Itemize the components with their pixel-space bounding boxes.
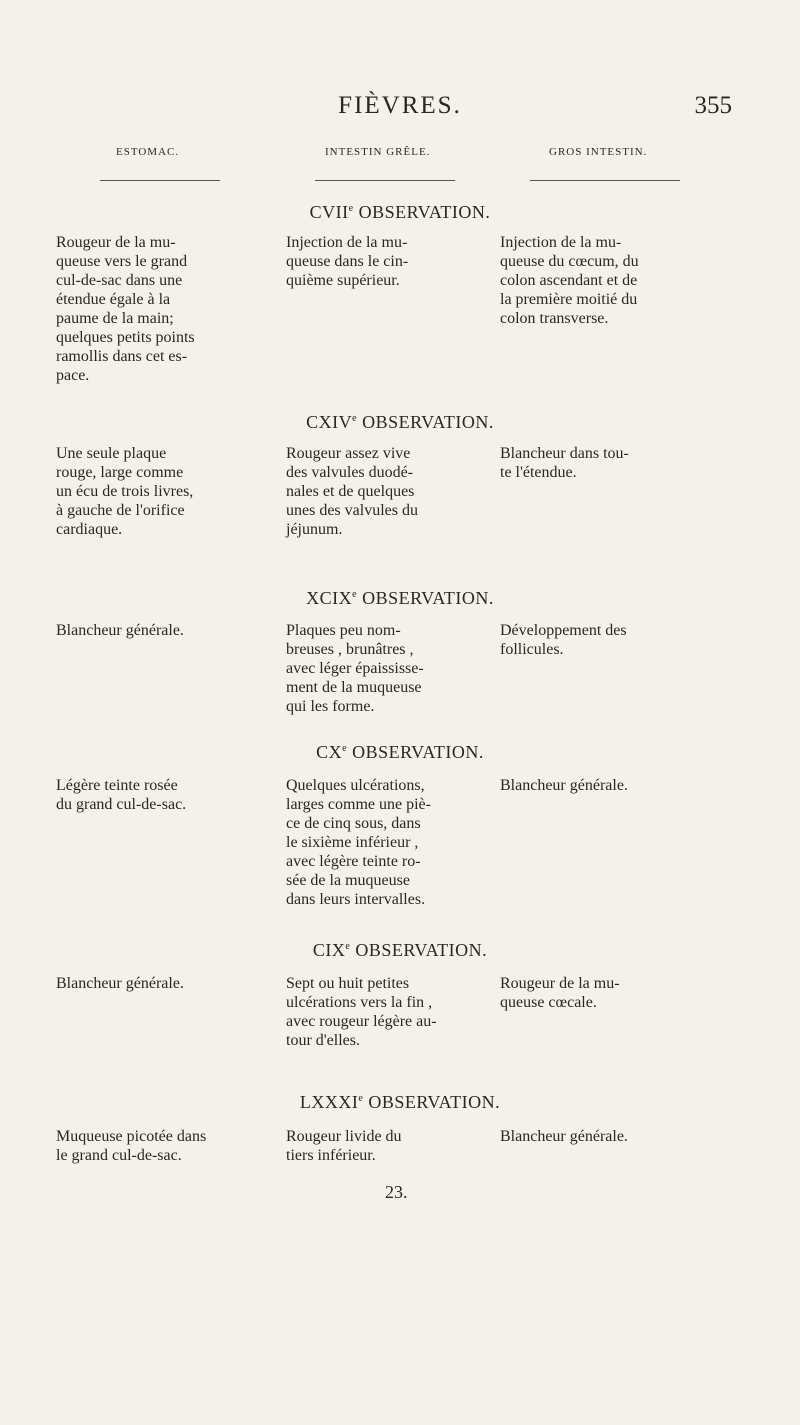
column-heading-small-intestine: INTESTIN GRÊLE. — [325, 146, 431, 158]
observation-number: LXXXI — [299, 1092, 359, 1112]
observation-ordinal: e — [352, 589, 358, 600]
column-rule — [315, 180, 455, 181]
stomach-finding: Blancheur générale. — [56, 622, 184, 639]
column-rule — [530, 180, 680, 181]
column-headings — [0, 146, 800, 166]
observation-number: CX — [316, 742, 343, 762]
observation-heading — [0, 588, 800, 609]
small-intestine-finding: Rougeur assez vive des valvules duodé- nales et de quelques unes des valvules du jéjunum. — [286, 445, 418, 538]
column-heading-stomach: ESTOMAC. — [116, 146, 180, 158]
stomach-finding: Muqueuse picotée dans le grand cul-de-sac. — [56, 1128, 207, 1164]
observation-ordinal: e — [358, 1093, 364, 1104]
stomach-finding: Une seule plaque rouge, large comme un écu de trois livres, à gauche de l'orifice cardiaque. — [56, 445, 194, 538]
large-intestine-finding: Blancheur générale. — [500, 777, 628, 794]
large-intestine-finding: Blancheur dans tou- te l'étendue. — [500, 445, 629, 481]
observation-heading — [0, 412, 800, 433]
large-intestine-finding: Rougeur de la mu- queuse cœcale. — [500, 975, 620, 1011]
observation-heading — [0, 940, 800, 961]
observation-heading — [0, 1092, 800, 1113]
observation-label: OBSERVATION. — [362, 588, 494, 608]
column-rule — [100, 180, 220, 181]
column-heading-large-intestine: GROS INTESTIN. — [549, 146, 648, 158]
observation-number: XCIX — [306, 588, 353, 608]
stomach-finding: Blancheur générale. — [56, 975, 184, 992]
observation-heading — [0, 742, 800, 763]
observation-ordinal: e — [348, 203, 354, 214]
observation-heading — [0, 202, 800, 223]
observation-label: OBSERVATION. — [362, 412, 494, 432]
signature-mark: 23. — [385, 1182, 408, 1202]
small-intestine-finding: Sept ou huit petites ulcérations vers la fin , avec rougeur légère au- tour d'elles. — [286, 975, 437, 1049]
page-title: FIÈVRES. — [338, 92, 462, 119]
observation-label: OBSERVATION. — [368, 1092, 501, 1112]
small-intestine-finding: Injection de la mu- queuse dans le cin- quième supérieur. — [286, 234, 409, 289]
large-intestine-finding: Injection de la mu- queuse du cœcum, du colon ascendant et de la première moitié du colon transverse. — [500, 234, 639, 327]
observation-number: CXIV — [306, 412, 353, 432]
page-number: 355 — [694, 92, 732, 119]
observation-label: OBSERVATION. — [358, 202, 491, 222]
observation-ordinal: e — [342, 743, 348, 754]
observation-ordinal: e — [345, 941, 351, 952]
large-intestine-finding: Développement des follicules. — [500, 622, 627, 658]
large-intestine-finding: Blancheur générale. — [500, 1128, 628, 1145]
small-intestine-finding: Quelques ulcérations, larges comme une piè- ce de cinq sous, dans le sixième inférieur , avec légère teinte ro- sée de la muqueuse dans leurs intervalles. — [286, 777, 431, 908]
observation-number: CVII — [309, 202, 349, 222]
observation-number: CIX — [312, 940, 346, 960]
running-head — [0, 92, 800, 122]
small-intestine-finding: Rougeur livide du tiers inférieur. — [286, 1128, 402, 1164]
stomach-finding: Légère teinte rosée du grand cul-de-sac. — [56, 777, 187, 813]
observation-label: OBSERVATION. — [355, 940, 488, 960]
observation-label: OBSERVATION. — [352, 742, 484, 762]
small-intestine-finding: Plaques peu nom- breuses , brunâtres , avec léger épaississe- ment de la muqueuse qui les forme. — [286, 622, 424, 715]
observation-ordinal: e — [352, 413, 358, 424]
stomach-finding: Rougeur de la mu- queuse vers le grand cul-de-sac dans une étendue égale à la paume de la main; quelques petits points ramollis dans cet es- pace. — [56, 234, 195, 384]
